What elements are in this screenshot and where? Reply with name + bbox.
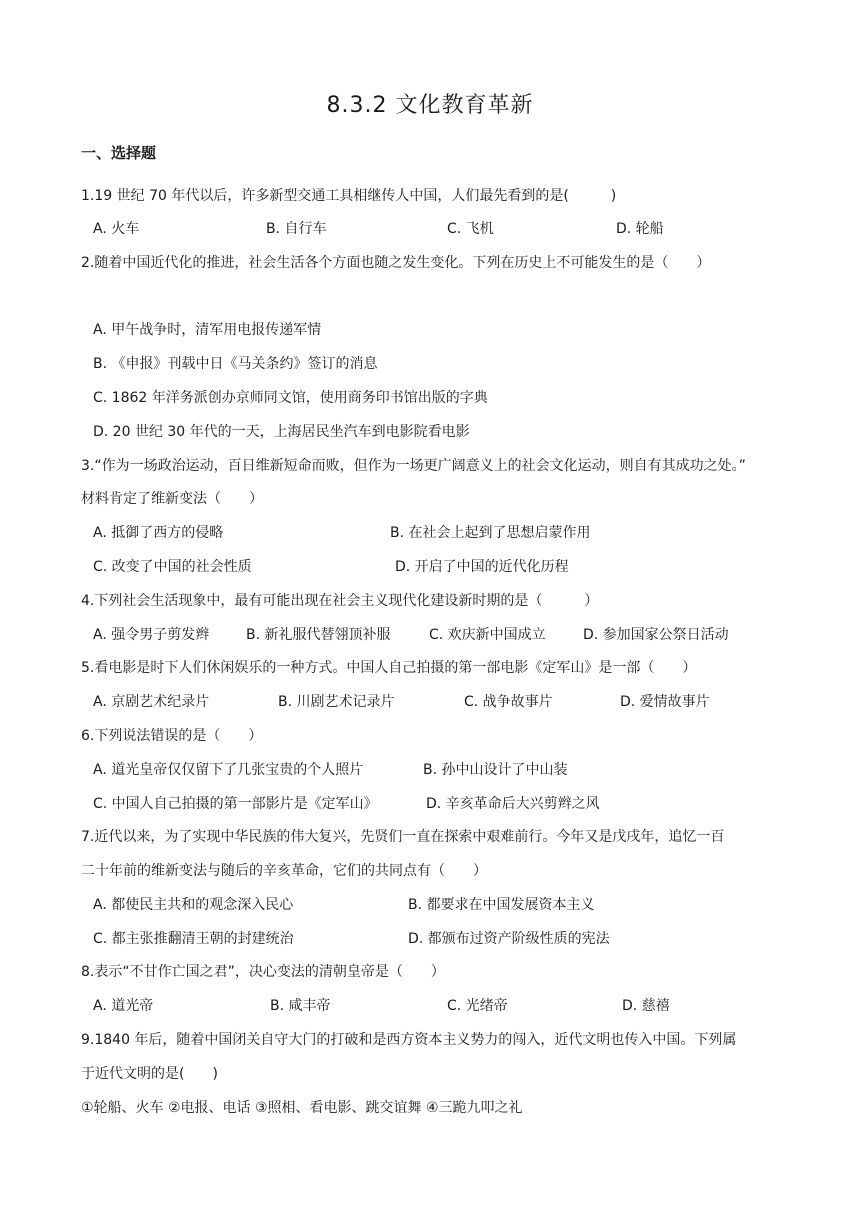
question-2-text: 2.随着中国近代化的推进，社会生活各个方面也随之发生变化。下列在历史上不可能发生的是（ ） [81, 255, 711, 271]
question-1-option-b: B. 自行车 [266, 221, 327, 237]
question-5-text: 5.看电影是时下人们休闲娱乐的一种方式。中国人自己拍摄的第一部电影《定军山》是一部（ ） [81, 660, 697, 676]
question-2-option-c: C. 1862 年洋务派创办京师同文馆，使用商务印书馆出版的字典 [93, 390, 488, 406]
question-7-option-d: D. 都颁布过资产阶级性质的宪法 [408, 931, 610, 947]
question-7-text-line-2: 二十年前的维新变法与随后的辛亥革命，它们的共同点有（ ） [81, 863, 487, 879]
question-6-option-a: A. 道光皇帝仅仅留下了几张宝贵的个人照片 [93, 762, 364, 778]
question-7-option-b: B. 都要求在中国发展资本主义 [408, 897, 595, 913]
question-2-option-b: B. 《申报》刊载中日《马关条约》签订的消息 [93, 356, 378, 372]
question-3-option-a: A. 抵御了西方的侵略 [93, 525, 224, 541]
question-6-option-b: B. 孙中山设计了中山装 [423, 762, 568, 778]
question-2-option-a: A. 甲午战争时，清军用电报传递军情 [93, 322, 322, 338]
document-title: 8.3.2 文化教育革新 [326, 93, 534, 118]
question-4-option-a: A. 强令男子剪发辫 [93, 627, 210, 643]
question-6-text: 6.下列说法错误的是（ ） [81, 728, 263, 744]
question-9-text-line-1: 9.1840 年后，随着中国闭关自守大门的打破和是西方资本主义势力的闯入，近代文明也传入中国。下列属 [81, 1032, 737, 1048]
question-8-option-d: D. 慈禧 [622, 998, 670, 1014]
question-1-option-a: A. 火车 [93, 221, 140, 237]
question-3-option-b: B. 在社会上起到了思想启蒙作用 [390, 525, 591, 541]
question-1-option-c: C. 飞机 [447, 221, 494, 237]
question-7-option-a: A. 都使民主共和的观念深入民心 [93, 897, 294, 913]
question-7-option-c: C. 都主张推翻清王朝的封建统治 [93, 931, 294, 947]
question-9-text-line-2: 于近代文明的是( ) [81, 1066, 218, 1082]
question-1-text: 1.19 世纪 70 年代以后，许多新型交通工具相继传人中国，人们最先看到的是( ) [81, 188, 617, 204]
question-4-option-d: D. 参加国家公祭日活动 [583, 627, 729, 643]
question-6-option-d: D. 辛亥革命后大兴剪辫之风 [426, 796, 600, 812]
question-4-option-b: B. 新礼服代替翎顶补服 [246, 627, 391, 643]
question-3-text-line-1: 3.“作为一场政治运动，百日维新短命而败，但作为一场更广阔意义上的社会文化运动，则自有其成功之处。” [81, 458, 746, 474]
question-5-option-d: D. 爱情故事片 [620, 694, 710, 710]
question-5-option-a: A. 京剧艺术纪录片 [93, 694, 210, 710]
question-8-option-c: C. 光绪帝 [447, 998, 508, 1014]
question-3-option-d: D. 开启了中国的近代化历程 [395, 559, 569, 575]
question-5-option-b: B. 川剧艺术记录片 [278, 694, 395, 710]
question-7-text-line-1: 7.近代以来，为了实现中华民族的伟大复兴，先贤们一直在探索中艰难前行。今年又是戊戌年，追忆一百 [81, 829, 725, 845]
question-4-text: 4.下列社会生活现象中，最有可能出现在社会主义现代化建设新时期的是（ ） [81, 593, 599, 609]
question-3-option-c: C. 改变了中国的社会性质 [93, 559, 252, 575]
question-4-option-c: C. 欢庆新中国成立 [429, 627, 546, 643]
question-5-option-c: C. 战争故事片 [464, 694, 553, 710]
question-8-option-a: A. 道光帝 [93, 998, 154, 1014]
question-3-text-line-2: 材料肯定了维新变法（ ） [81, 491, 263, 507]
section-heading: 一、选择题 [81, 144, 157, 162]
question-6-option-c: C. 中国人自己拍摄的第一部影片是《定军山》 [93, 796, 378, 812]
question-1-option-d: D. 轮船 [616, 221, 664, 237]
question-8-option-b: B. 咸丰帝 [270, 998, 331, 1014]
question-9-text-line-3: ①轮船、火车 ②电报、电话 ③照相、看电影、跳交谊舞 ④三跪九叩之礼 [81, 1100, 523, 1116]
question-8-text: 8.表示“不甘作亡国之君”，决心变法的清朝皇帝是（ ） [81, 964, 445, 980]
question-2-option-d: D. 20 世纪 30 年代的一天，上海居民坐汽车到电影院看电影 [93, 424, 470, 440]
